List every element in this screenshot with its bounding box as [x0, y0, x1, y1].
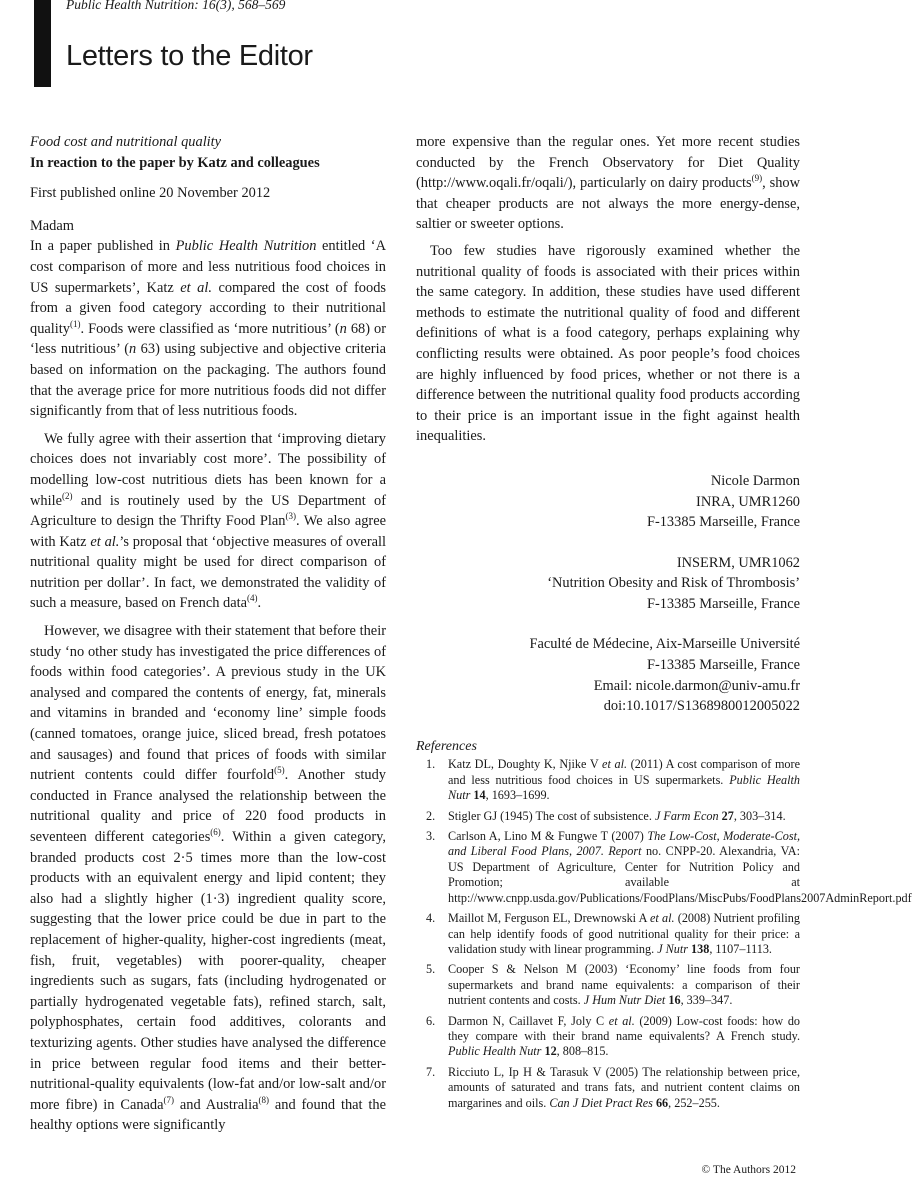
body-paragraph-2: We fully agree with their assertion that ‘improving dietary choices does not invariably cost more’. The possibility of modelling low-cost nutritious diets has been known for a while$^{(2)}$ and is routinely used by the US Department of Agriculture to design the Thrifty Food Plan$^{(3)}$. We also agree with Katz et al.’s proposal that ‘objective measures of overall nutritional quality might be used for direct comparison of nutrition per dollar’. In fact, we demonstrated the validity of such a measure, based on French data$^{(4)}$.: [30, 430, 386, 612]
body-paragraph-4: more expensive than the regular ones. Yet more recent studies conducted by the French Observatory for Diet Quality (http://www.oqali.fr/oqali/), particularly on dairy products$^{(9)}$, show that cheaper products are not always the more energy-dense, saltier or sweeter options.: [416, 134, 800, 233]
author-email: Email: nicole.darmon@univ-amu.fr: [593, 677, 800, 694]
letter-headline: In reaction to the paper by Katz and colleagues: [30, 154, 320, 171]
section-title: Letters to the Editor: [66, 40, 313, 72]
reference-item: 3. Carlson A, Lino M & Fungwe T (2007) The Low-Cost, Moderate-Cost, and Liberal Food Plans, 2007. Report no. CNPP-20. Alexandria, VA: US Department of Agriculture, Center for Nutrition Policy and Promotion; available at http://www.cnpp.usda.gov/Publications/FoodPlans/MiscPubs/FoodPlans2007AdminReport.pdf: [426, 829, 912, 905]
left-column: [30, 132, 386, 1136]
author-signature: [416, 471, 800, 717]
reference-item: 1. Katz DL, Doughty K, Njike V et al. (2011) A cost comparison of more and less nutritious food choices in US supermarkets. Public Health Nutr 14, 1693–1699.: [426, 757, 800, 803]
affiliation-2-city: F-13385 Marseille, France: [646, 595, 800, 612]
references-heading: References: [416, 738, 477, 754]
publication-date: First published online 20 November 2012: [30, 185, 271, 202]
header-bar: [34, 0, 51, 87]
right-column: [416, 132, 912, 1116]
salutation: Madam: [30, 217, 74, 234]
affiliation-3-city: F-13385 Marseille, France: [646, 657, 800, 674]
author-name: Nicole Darmon: [710, 472, 800, 489]
body-paragraph-3: However, we disagree with their statement that before their study ‘no other study has investigated the price differences of foods within food categories’. A previous study in the UK analysed and compared the contents of energy, fat, minerals and vitamins in branded and ‘economy line’ simple foods (canned tomatoes, orange juice, sliced bread, fresh potatoes and sausages) and found that prices of foods with similar nutrient contents could differ fourfold$^{(5)}$. Another study conducted in France analysed the relationship between the nutritional quality and price of 220 food products in seventeen different categories$^{(6)}$. Within a given category, branded products cost 2·5 times more than the low-cost products with an equivalent energy and lipid content; they also had a slightly higher (1·3) ingredient quality score, suggesting that the lower price could be due in part to the replacement of higher-quality, higher-cost ingredients (meat, fish, fruit, vegetables) with poorer-quality, cheaper ingredients such as sugars, fats (including hydrogenated or partially hydrogenated vegetable fats), refined starch, salt, polyphosphates, certain food additives, colorants and texturizing agents. Other studies have analysed the difference in price between regular food items and their better-nutritional-quality equivalents (low-fat and/or low-salt and/or more fibre) in Canada$^{(7)}$ and Australia$^{(8)}$ and found that the healthy options were significantly: [30, 623, 386, 1134]
references-list: [416, 757, 912, 1111]
body-paragraph-1: In a paper published in Public Health Nutrition entitled ‘A cost comparison of more and less nutritious food choices in US supermarkets’, Katz et al. compared the cost of foods from a given food category according to their nutritional quality$^{(1)}$. Foods were classified as ‘more nutritious’ (n 68) or ‘less nutritious’ (n 63) using subjective and objective criteria based on information on the packaging. The authors found that the average price for more nutritious foods did not differ significantly from that of less nutritious foods.: [30, 238, 386, 420]
body-paragraph-5: Too few studies have rigorously examined whether the nutritional quality of foods is associated with their prices within the same category. In addition, these studies have used different methods to estimate the nutritional quality of food and different definitions of what is a food category, perhaps explaining why conflicting results were obtained. As poor people’s food choices are highly influenced by food prices, whether or not there is a difference between the nutritional quality food products according to their price is an important issue in the fight against health inequalities.: [416, 242, 800, 445]
affiliation-1-city: F-13385 Marseille, France: [646, 514, 800, 531]
doi: doi:10.1017/S1368980012005022: [603, 698, 800, 715]
affiliation-2-unit: ‘Nutrition Obesity and Risk of Thrombosis’: [547, 575, 800, 592]
reference-item: 4. Maillot M, Ferguson EL, Drewnowski A et al. (2008) Nutrient profiling can help identify foods of good nutritional quality for their price: a validation study with linear programming. J Nutr 138, 1107–1113.: [426, 911, 800, 956]
reference-item: 5. Cooper S & Nelson M (2003) ‘Economy’ line foods from four supermarkets and brand name equivalents: a comparison of their nutrient contents and costs. J Hum Nutr Diet 16, 339–347.: [426, 962, 800, 1008]
reference-item: 6. Darmon N, Caillavet F, Joly C et al. (2009) Low-cost foods: how do they compare with their brand name equivalents? A French study. Public Health Nutr 12, 808–815.: [426, 1013, 801, 1059]
affiliation-2: INSERM, UMR1062: [676, 554, 800, 571]
reference-item: 2. Stigler GJ (1945) The cost of subsistence. J Farm Econ 27, 303–314.: [426, 808, 786, 823]
affiliation-3: Faculté de Médecine, Aix-Marseille Université: [529, 636, 800, 653]
copyright: © The Authors 2012: [701, 1164, 796, 1176]
journal-citation: Public Health Nutrition: 16(3), 568–569: [66, 0, 286, 12]
letter-kicker: Food cost and nutritional quality: [30, 134, 222, 150]
reference-item: 7. Ricciuto L, Ip H & Tarasuk V (2005) The relationship between price, amounts of saturated and trans fats, and nutrient content claims on margarines and oils. Can J Diet Pract Res 66, 252–255.: [426, 1064, 800, 1110]
affiliation-1: INRA, UMR1260: [696, 493, 800, 510]
